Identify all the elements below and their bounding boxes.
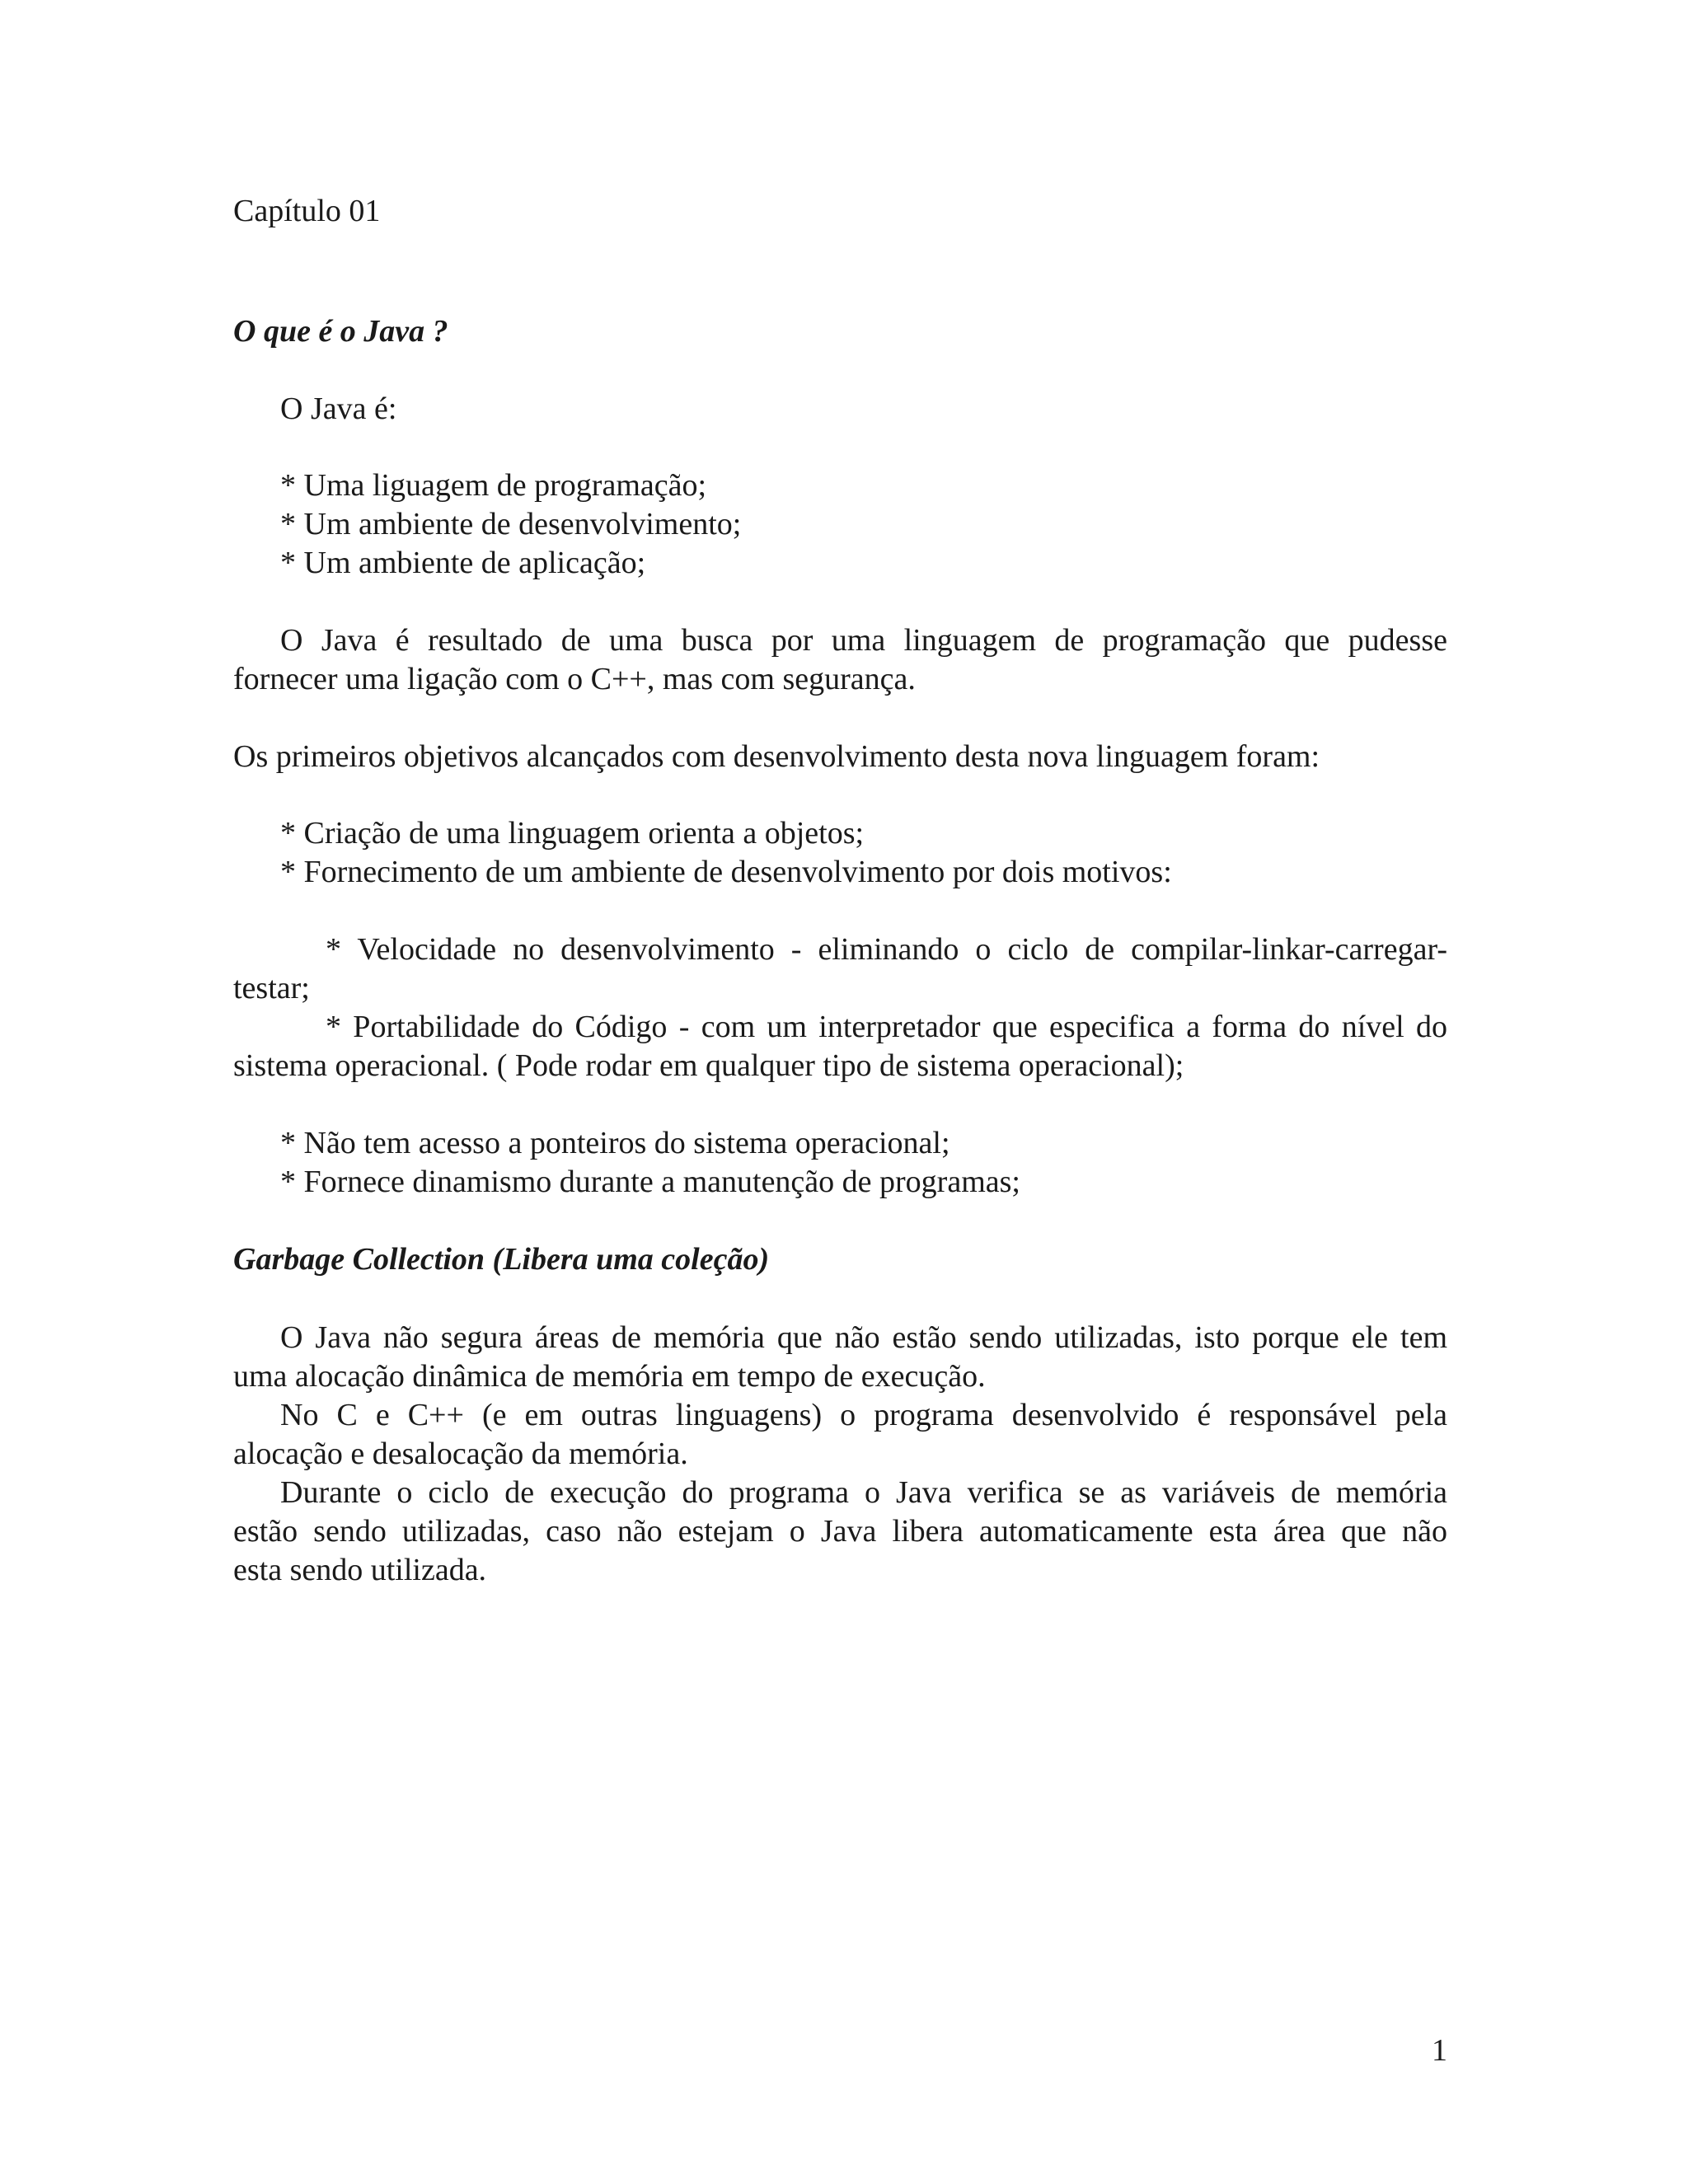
chapter-label: Capítulo 01 — [233, 194, 381, 228]
paragraph-line: uma alocação dinâmica de memória em tempo de execução. — [233, 1359, 986, 1394]
list-item: * Fornecimento de um ambiente de desenvolvimento por dois motivos: — [280, 855, 1172, 889]
intro-line: O Java é: — [280, 391, 397, 426]
paragraph-line: O Java não segura áreas de memória que não estão sendo utilizadas, isto porque ele tem — [280, 1320, 1447, 1355]
paragraph-objectives-intro: Os primeiros objetivos alcançados com desenvolvimento desta nova linguagem foram: — [233, 739, 1320, 774]
paragraph-memory-allocation — [233, 1319, 1447, 1396]
list-item: * Fornece dinamismo durante a manutenção de programas; — [280, 1165, 1020, 1199]
objectives-list — [233, 814, 1494, 892]
paragraph-line: * Velocidade no desenvolvimento - eliminando o ciclo de compilar-linkar-carregar- — [326, 932, 1447, 967]
page-number: 1 — [1432, 2033, 1447, 2068]
paragraph-line: No C e C++ (e em outras linguagens) o programa desenvolvido é responsável pela — [280, 1398, 1447, 1432]
list-item: * Criação de uma linguagem orienta a objetos; — [280, 816, 865, 851]
java-features-list — [233, 466, 1494, 583]
list-item: * Um ambiente de aplicação; — [280, 546, 646, 580]
section-heading-garbage-collection: Garbage Collection (Libera uma coleção) — [233, 1242, 770, 1277]
paragraph-line: alocação e desalocação da memória. — [233, 1436, 688, 1471]
section-heading-what-is-java: O que é o Java ? — [233, 314, 448, 349]
paragraph-line: O Java é resultado de uma busca por uma linguagem de programação que pudesse — [280, 623, 1447, 658]
list-item: * Não tem acesso a ponteiros do sistema operacional; — [280, 1126, 950, 1160]
paragraph-line: esta sendo utilizada. — [233, 1553, 487, 1587]
document-page — [233, 0, 1447, 2184]
paragraph-c-cpp-memory — [233, 1396, 1447, 1474]
list-item: * Um ambiente de desenvolvimento; — [280, 507, 742, 541]
paragraph-execution-cycle — [233, 1474, 1447, 1590]
motive-portability — [233, 1008, 1447, 1085]
list-item: * Uma liguagem de programação; — [280, 468, 707, 503]
paragraph-line: * Portabilidade do Código - com um interpretador que especifica a forma do nível do — [326, 1010, 1447, 1044]
extra-features-list — [233, 1124, 1494, 1202]
paragraph-line: Durante o ciclo de execução do programa o Java verifica se as variáveis de memória — [280, 1475, 1447, 1510]
motive-speed — [233, 930, 1447, 1008]
paragraph-java-origin — [233, 621, 1447, 699]
paragraph-line: testar; — [233, 971, 310, 1005]
paragraph-line: sistema operacional. ( Pode rodar em qualquer tipo de sistema operacional); — [233, 1048, 1184, 1083]
paragraph-line: estão sendo utilizadas, caso não estejam o Java libera automaticamente esta área que não — [233, 1514, 1447, 1549]
paragraph-line: fornecer uma ligação com o C++, mas com segurança. — [233, 662, 916, 696]
